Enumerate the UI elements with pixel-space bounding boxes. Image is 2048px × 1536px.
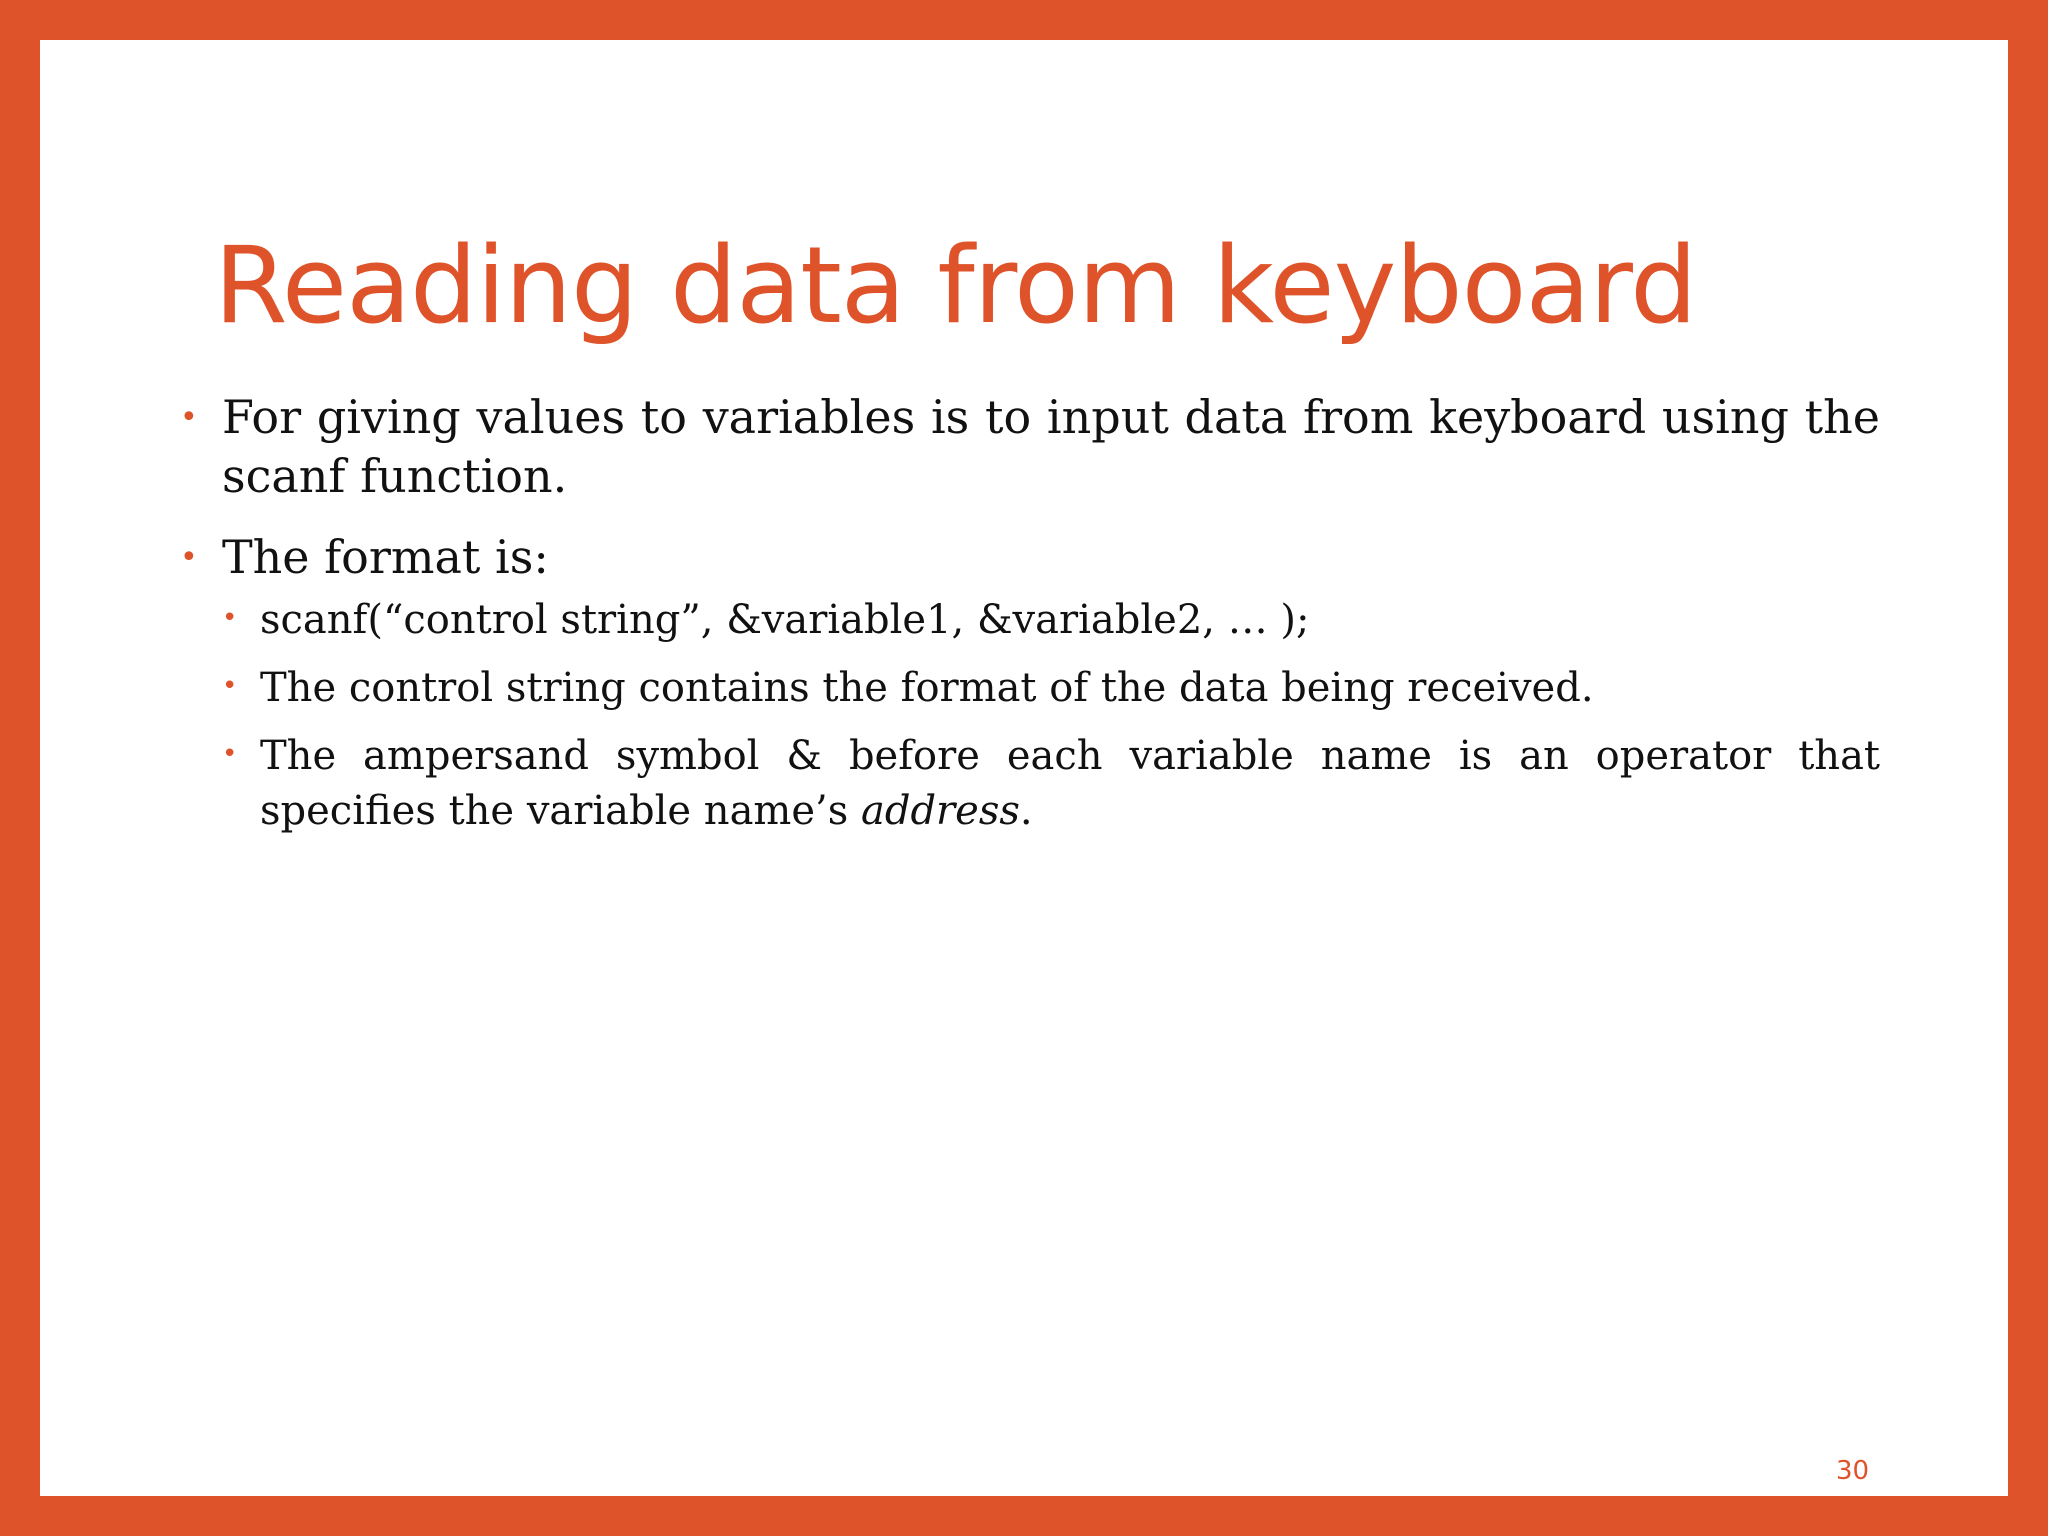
bullet-dot-icon: •: [222, 739, 238, 769]
bullet-text: For giving values to variables is to input data from keyboard using the scanf function.: [222, 390, 1880, 503]
sub-bullet-item: [222, 593, 1880, 648]
sub-bullet-item: [222, 729, 1880, 839]
sub-bullet-text: The control string contains the format of the data being received.: [260, 665, 1594, 711]
emphasized-word: address: [860, 788, 1020, 834]
bullet-item: [180, 528, 1880, 587]
page-number: 30: [1836, 1456, 1870, 1486]
bullet-dot-icon: •: [222, 603, 238, 633]
sub-bullet-suffix: .: [1019, 788, 1033, 834]
bullet-dot-icon: •: [180, 540, 198, 575]
bullet-dot-icon: •: [180, 400, 198, 435]
sub-bullet-text: [260, 733, 1880, 834]
sub-bullet-item: [222, 661, 1880, 716]
sub-bullet-prefix: The ampersand symbol & before each variable name is an operator that specifies the variable name’s: [260, 733, 1880, 834]
bullet-item: [180, 388, 1880, 506]
slide-canvas: [40, 40, 2008, 1496]
slide-body: [180, 388, 1880, 852]
bullet-text: The format is:: [222, 530, 549, 584]
slide-title: Reading data from keyboard: [214, 224, 1697, 347]
sub-bullet-text: scanf(“control string”, &variable1, &variable2, … );: [260, 597, 1310, 643]
bullet-dot-icon: •: [222, 671, 238, 701]
